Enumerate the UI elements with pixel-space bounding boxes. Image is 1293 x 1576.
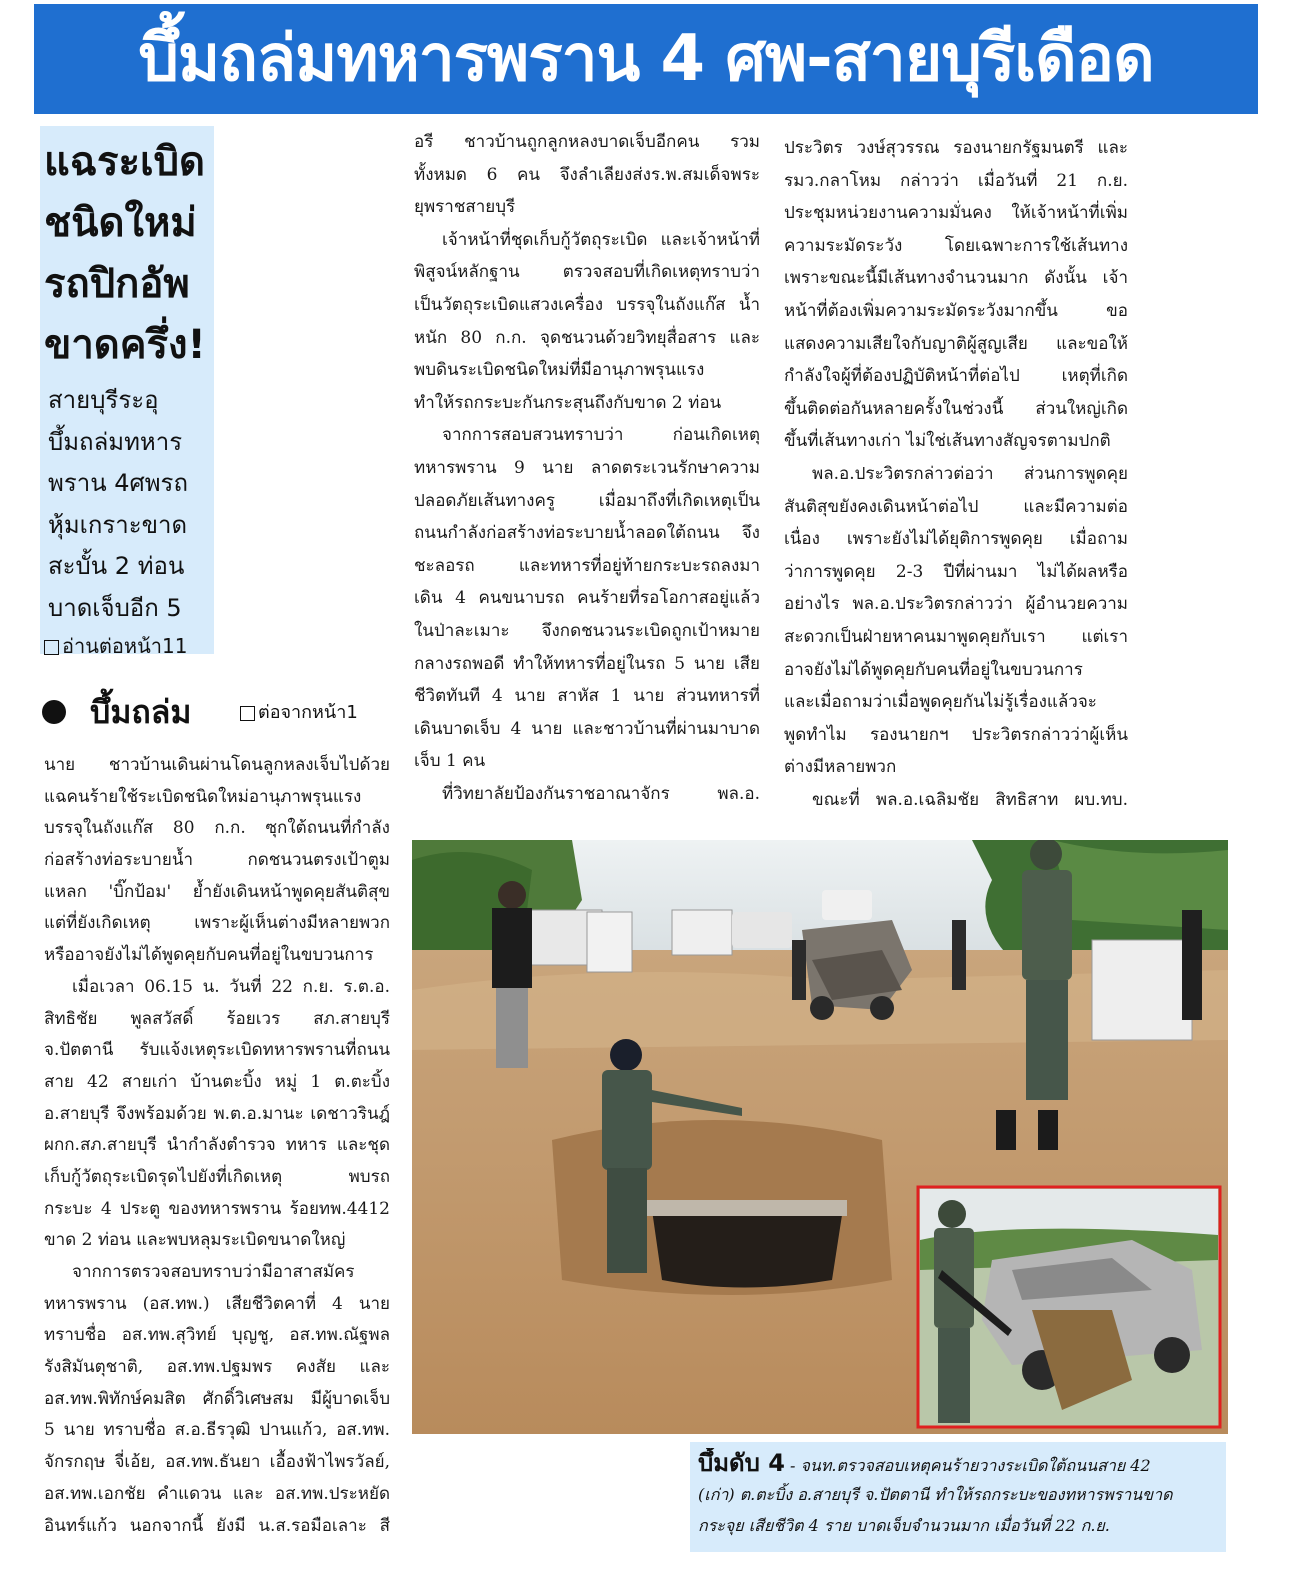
text-line: ทหารพราน 9 นาย ลาดตระเวนรักษาความ <box>414 457 760 478</box>
text-line: ชะลอรถ และทหารที่อยู่ท้ายกระบะรถลงมา <box>414 555 760 576</box>
text-line: กลางรถพอดี ทำให้ทหารที่อยู่ในรถ 5 นาย เสีย <box>414 653 760 674</box>
text-line: จักรกฤษ จี่เอ้ย, อส.ทพ.ธันยา เอื้องฟ้าไพรวัลย์, <box>44 1452 390 1473</box>
text-line: เดิน 4 คนขนาบรถ คนร้ายที่รอโอกาสอยู่แล้ว <box>414 588 760 609</box>
text-line: ทหารพราน (อส.ทพ.) เสียชีวิตคาที่ 4 นาย <box>44 1293 390 1314</box>
text-line: แฉคนร้ายใช้ระเบิดชนิดใหม่อานุภาพรุนแรง <box>44 786 362 807</box>
continue-text: อ่านต่อหน้า11 <box>62 634 188 658</box>
teaser-line: บาดเจ็บอีก 5 <box>48 593 182 622</box>
text-line: แสดงความเสียใจกับญาติผู้สูญเสีย และขอให้ <box>784 333 1128 354</box>
text-line: กำลังใจผู้ที่ต้องปฏิบัติหน้าที่ต่อไป เหตุที่เกิด <box>784 366 1128 387</box>
caption-line: กระจุย เสียชีวิต 4 ราย บาดเจ็บจำนวนมาก เมื่อวันที่ 22 ก.ย. <box>698 1516 1110 1535</box>
teaser-big-4: ขาดครึ่ง! <box>44 322 206 368</box>
teaser-box <box>40 126 214 658</box>
text-line: อ.สายบุรี จึงพร้อมด้วย พ.ต.อ.มานะ เดชาวรินฎ์ <box>44 1103 390 1124</box>
text-line: เนื่อง เพราะยังไม่ได้ยุติการพูดคุย เมื่อถาม <box>784 529 1128 550</box>
text-line: รังสิมันตุชาติ, อส.ทพ.ปฐมพร คงสัย และ <box>44 1357 390 1378</box>
continue-link[interactable] <box>44 629 210 663</box>
text-line: ผกก.สภ.สายบุรี นำกำลังตำรวจ ทหาร และชุด <box>44 1135 390 1156</box>
caption-line <box>698 1448 1220 1479</box>
text-line: หรืออาจยังไม่ได้พูดคุยกับคนที่อยู่ในขบวนการ <box>44 945 374 966</box>
text-line: ทั้งหมด 6 คน จึงลำเลียงส่งร.พ.สมเด็จพระ <box>414 164 760 185</box>
text-line: และเมื่อถามว่าเมื่อพูดคุยกันไม่รู้เรื่องแล้วจะ <box>784 692 1097 713</box>
text-line: ว่าการพูดคุย 2-3 ปีที่ผ่านมา ไม่ได้ผลหรือ <box>784 561 1128 582</box>
text-line: กระบะ 4 ประตู ของทหารพราน ร้อยทพ.4412 <box>44 1198 390 1219</box>
text-line: อย่างไร พล.อ.ประวิตรกล่าวว่า ผู้อำนวยความ <box>784 594 1128 615</box>
text-line: อส.ทพ.เอกชัย คำแดวน และ อส.ทพ.ประหยัด <box>44 1483 390 1504</box>
text-line: ยุพราชสายบุรี <box>414 197 516 218</box>
teaser-big-1: แฉระเบิด <box>44 139 206 185</box>
section-header <box>42 690 392 736</box>
continued-from-text: ต่อจากหน้า1 <box>258 702 358 723</box>
text-line: นาย ชาวบ้านเดินผ่านโดนลูกหลงเจ็บไปด้วย <box>44 755 390 775</box>
teaser-big-3: รถปิกอัพ <box>44 261 190 307</box>
news-photo-illustration <box>412 840 1228 1434</box>
teaser-line: สะบั้น 2 ท่อน <box>48 552 185 580</box>
headline: บึ้มถล่มทหารพราน 4 ศพ-สายบุรีเดือด <box>34 4 1258 114</box>
text-line: พบดินระเบิดชนิดใหม่ที่มีอานุภาพรุนแรง <box>414 360 705 381</box>
inset-photo <box>918 1187 1220 1427</box>
text-line: แหลก 'บิ๊กป้อม' ย้ำยังเดินหน้าพูดคุยสันติสุข <box>44 881 390 902</box>
teaser-line: บึ้มถล่มทหาร <box>48 427 183 456</box>
text-line: สาย 42 สายเก่า บ้านตะบิ้ง หมู่ 1 ต.ตะบิ้ง <box>44 1071 390 1092</box>
text-line: ในป่าละเมาะ จึงกดชนวนระเบิดถูกเป้าหมาย <box>414 620 760 641</box>
text-line: ชีวิตทันที 4 นาย สาหัส 1 นาย ส่วนทหารที่ <box>414 686 760 707</box>
teaser-line: สายบุรีระอุ <box>48 386 159 414</box>
text-line: แต่ที่ยังเกิดเหตุ เพราะผู้เห็นต่างมีหลายพวก <box>44 913 390 934</box>
text-line: ก่อสร้างท่อระบายน้ำ กดชนวนตรงเป้าตูม <box>44 850 390 871</box>
text-line: ทราบชื่อ อส.ทพ.สุวิทย์ บุญชู, อส.ทพ.ณัฐพล <box>44 1325 390 1346</box>
text-line: รมว.กลาโหม กล่าวว่า เมื่อวันที่ 21 ก.ย. <box>784 170 1128 191</box>
text-line: ขึ้นติดต่อกันหลายครั้งในช่วงนี้ ส่วนใหญ่เกิด <box>784 398 1128 419</box>
text-line: เป็นวัตถุระเบิดแสวงเครื่อง บรรจุในถังแก๊ส น้ำ <box>414 294 760 315</box>
text-line: จากการตรวจสอบทราบว่ามีอาสาสมัคร <box>72 1262 355 1282</box>
text-line: ขึ้นที่เส้นทางเก่า ไม่ใช่เส้นทางสัญจรตามปกติ <box>784 431 1111 452</box>
text-line: อินทร์แก้ว นอกจากนี้ ยังมี น.ส.รอมือเลาะ สี <box>44 1515 390 1536</box>
caption-title: บึ้มดับ 4 <box>698 1449 785 1477</box>
article-column-1 <box>44 750 390 1542</box>
photo-caption <box>690 1442 1226 1552</box>
checkbox-square-icon <box>44 640 59 655</box>
text-line: 5 นาย ทราบชื่อ ส.อ.ธีรวุฒิ ปานแก้ว, อส.ทพ. <box>44 1420 390 1441</box>
text-line: สะดวกเป็นฝ่ายหาคนมาพูดคุยกับเรา แต่เรา <box>784 626 1128 647</box>
text-line: ปลอดภัยเส้นทางครู เมื่อมาถึงที่เกิดเหตุเป็น <box>414 490 760 511</box>
text-line: เดินบาดเจ็บ 4 นาย และชาวบ้านที่ผ่านมาบาด <box>414 718 760 739</box>
text-line: เก็บกู้วัตถุระเบิดรุดไปยังที่เกิดเหตุ พบรถ <box>44 1166 390 1187</box>
text-line: จากการสอบสวนทราบว่า ก่อนเกิดเหตุ <box>442 425 760 446</box>
text-line: ประวิตร วงษ์สุวรรณ รองนายกรัฐมนตรี และ <box>784 138 1128 158</box>
caption-line: (เก่า) ต.ตะบิ้ง อ.สายบุรี จ.ปัตตานี ทำให้รถกระบะของทหารพรานขาด <box>698 1485 1173 1504</box>
text-line: ความระมัดระวัง โดยเฉพาะการใช้เส้นทาง <box>784 235 1128 256</box>
text-line: หนัก 80 ก.ก. จุดชนวนด้วยวิทยุสื่อสาร และ <box>414 327 760 348</box>
teaser-line: พราน 4ศพรถ <box>48 469 188 497</box>
text-line: เจ็บ 1 คน <box>414 751 486 772</box>
text-line: ต่างมีหลายพวก <box>784 757 897 778</box>
bullet-icon <box>42 700 66 724</box>
text-line: สิทธิชัย พูลสวัสดิ์ ร้อยเวร สภ.สายบุรี <box>44 1008 390 1029</box>
text-line: หน้าที่ต้องเพิ่มความระมัดระวังมากขึ้น ขอ <box>784 300 1128 321</box>
checkbox-square-icon <box>240 706 255 721</box>
article-column-3 <box>784 132 1128 816</box>
text-line: พล.อ.ประวิตรกล่าวต่อว่า ส่วนการพูดคุย <box>812 463 1128 484</box>
teaser-line: หุ้มเกราะขาด <box>48 510 188 539</box>
text-line: ขาด 2 ท่อน และพบหลุมระเบิดขนาดใหญ่ <box>44 1230 346 1251</box>
text-line: ที่วิทยาลัยป้องกันราชอาณาจักร พล.อ. <box>442 783 760 804</box>
news-photo <box>412 840 1228 1434</box>
text-line: ขณะที่ พล.อ.เฉลิมชัย สิทธิสาท ผบ.ทบ. <box>812 789 1128 810</box>
text-line: ถนนกำลังก่อสร้างท่อระบายน้ำลอดใต้ถนน จึง <box>414 523 760 544</box>
teaser-big-2: ชนิดใหม่ <box>44 200 197 246</box>
section-title: บึ้มถล่ม <box>90 693 192 731</box>
text-line: สันติสุขยังคงเดินหน้าต่อไป และมีความต่อ <box>784 496 1128 517</box>
text-line: บรรจุในถังแก๊ส 80 ก.ก. ซุกใต้ถนนที่กำลัง <box>44 818 390 839</box>
text-line: อาจยังไม่ได้พูดคุยกับคนที่อยู่ในขบวนการ <box>784 659 1083 680</box>
text-line: เจ้าหน้าที่ชุดเก็บกู้วัตถุระเบิด และเจ้าหน้าที่ <box>442 229 760 250</box>
text-line: พูดทำไม รองนายกฯ ประวิตรกล่าวว่าผู้เห็น <box>784 724 1128 745</box>
continued-from[interactable] <box>240 700 358 726</box>
text-line: ทำให้รถกระบะกันกระสุนถึงกับขาด 2 ท่อน <box>414 392 722 413</box>
text-line: จ.ปัตตานี รับแจ้งเหตุระเบิดทหารพรานที่ถนน <box>44 1040 390 1061</box>
text-line: อรี ชาวบ้านถูกลูกหลงบาดเจ็บอีกคน รวม <box>414 132 760 152</box>
text-line: พิสูจน์หลักฐาน ตรวจสอบที่เกิดเหตุทราบว่า <box>414 262 760 283</box>
text-line: อส.ทพ.พิทักษ์คมสิต ศักดิ์วิเศษสม มีผู้บาดเจ็บ <box>44 1388 390 1409</box>
text-line: ประชุมหน่วยงานความมั่นคง ให้เจ้าหน้าที่เพิ่ม <box>784 203 1128 224</box>
text-line: เมื่อเวลา 06.15 น. วันที่ 22 ก.ย. ร.ต.อ. <box>72 976 390 997</box>
teaser-summary <box>44 380 210 629</box>
article-column-2 <box>414 126 760 810</box>
text-line: เพราะขณะนี้มีเส้นทางจำนวนมาก ดังนั้น เจ้า <box>784 268 1128 289</box>
caption-text: - จนท.ตรวจสอบเหตุคนร้ายวางระเบิดใต้ถนนสาย 42 <box>790 1456 1151 1475</box>
